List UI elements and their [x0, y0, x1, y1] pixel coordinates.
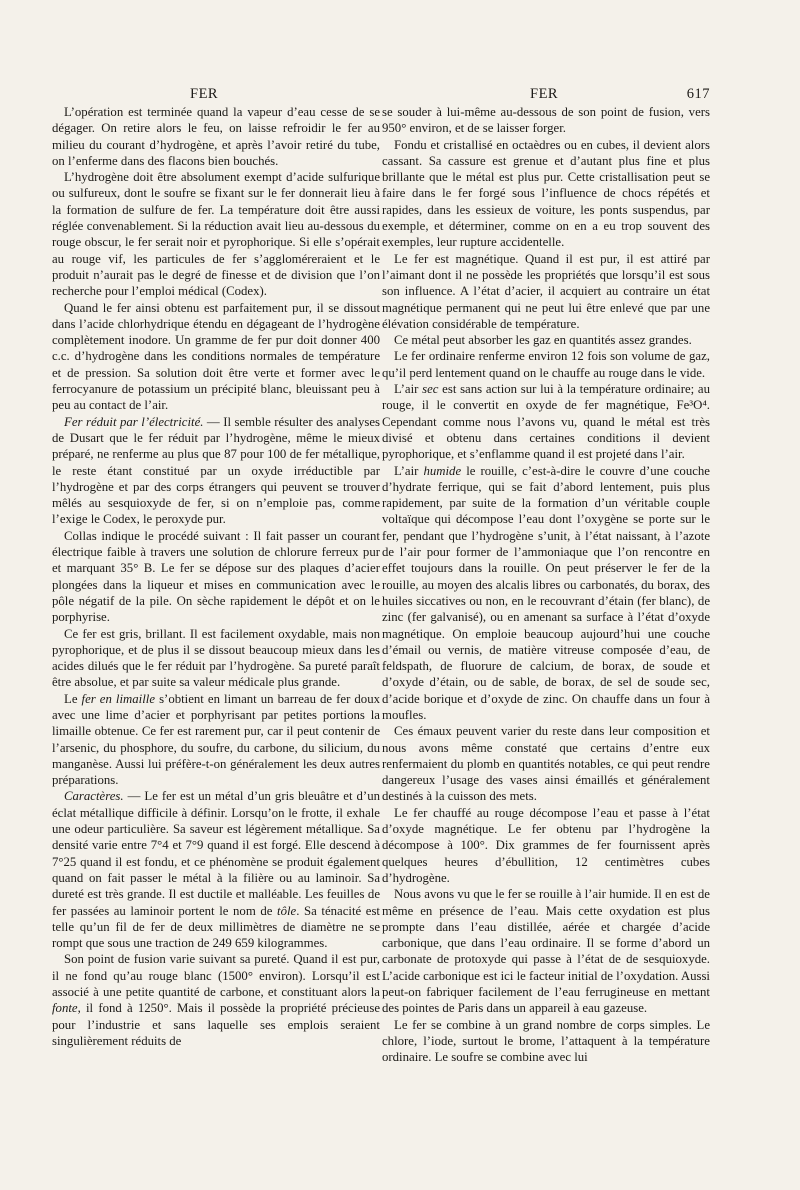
- paragraph-text: — Il semble résulter des analyses de Dusart que le fer réduit par l’hydrogène, même le mieux préparé, ne renferme au plus que 87 pour 100 de fer métallique, le reste étant constitué par un oxyde irréductible par l’hydrogène et par des corps étrangers qui peuvent se trouver mêlés au sesquioxyde de fer, si on n’emploie pas, comme l’exige le Codex, le peroxyde pur.: [52, 414, 381, 527]
- paragraph: L’hydrogène doit être absolument exempt d’acide sulfurique ou sulfureux, dont le soufre se fixant sur le fer donnerait lieu à la formation de sulfure de fer. La température doit être aussi réglée convenablement. Si la réduction avait lieu au-dessous du rouge obscur, le fer serait noir et pyrophorique. Si elle s’opérait au rouge vif, les particules de fer s’aggloméreraient et le produit n’aurait pas le degré de finesse et de division que l’on recherche pour l’emploi médical (Codex).: [52, 170, 380, 299]
- emphasis: fonte: [52, 1001, 78, 1016]
- paragraph-text: , il fond à 1250°. Mais il possède la propriété précieuse pour l’industrie et sans laquelle ses emplois seraient singulièrement réduits de: [52, 1001, 380, 1048]
- paragraph: Le fer ordinaire renferme environ 12 fois son volume de gaz, qu’il perd lentement quand on le chauffe au rouge dans le vide.: [382, 349, 710, 380]
- paragraph: L’opération est terminée quand la vapeur d’eau cesse de se dégager. On retire alors le feu, on laisse refroidir le fer au milieu du courant d’hydrogène, et après l’avoir retiré du tube, on l’enferme dans des flacons bien bouchés.: [52, 105, 380, 168]
- paragraph: [382, 381, 710, 462]
- emphasis: sec: [422, 382, 439, 397]
- paragraph-text: Son point de fusion varie suivant sa pureté. Quand il est pur, il ne fond qu’au rouge blanc (1500° environ). Lorsqu’il est associé à une petite quantité de carbone, et constituant alors la: [52, 952, 380, 1000]
- paragraph-text: L’air: [394, 382, 423, 397]
- paragraph: Le fer est magnétique. Quand il est pur, il est attiré par l’aimant dont il ne possède les propriétés que lorsqu’il est sous son influence. A l’état d’acier, il acquiert au contraire un état magnétique permanent qui ne peut lui être enlevé que par une élévation considérable de température.: [382, 251, 710, 331]
- paragraph-text: L’air: [394, 463, 424, 478]
- emphasis: tôle: [277, 903, 297, 918]
- page-number: 617: [686, 86, 710, 102]
- paragraph: Fondu et cristallisé en octaèdres ou en cubes, il devient alors cassant. Sa cassure est grenue et d’autant plus fine et plus brillante que le métal est plus pur. Cette cristallisation peut se faire dans le fer forgé sous l’influence de chocs répétés et rapides, dans les essieux de voiture, les ponts suspendus, par exemple, et déterminer, comme on en a eu trop souvent des exemples, leur rupture accidentelle.: [382, 137, 710, 250]
- paragraph: [52, 951, 380, 1049]
- running-header: [90, 86, 710, 106]
- paragraph-text: s’obtient en limant un barreau de fer doux avec une lime d’acier et porphyrisant par petites portions la limaille obtenue. Ce fer est rarement pur, car il peut contenir de l’arsenic, du phosphore, du soufre, du carbone, du silicium, du manganèse. Aussi lui préfère-t-on généralement les deux autres préparations.: [52, 691, 380, 788]
- paragraph: Ce fer est gris, brillant. Il est facilement oxydable, mais non pyrophorique, et de plus il se dissout beaucoup mieux dans les acides dilués que le fer réduit par l’hydrogène. Sa pureté paraît être absolue, et par suite sa valeur médicale plus grande.: [52, 626, 380, 690]
- paragraph: Le fer chauffé au rouge décompose l’eau et passe à l’état d’oxyde magnétique. Le fer obtenu par l’hydrogène la décompose à 100°. Dix grammes de fer fournissent après quelques heures d’ébullition, 12 centimètres cubes d’hydrogène.: [382, 805, 710, 885]
- left-column: [52, 104, 380, 1049]
- paragraph-text: Le: [64, 691, 82, 706]
- section-heading: fer en limaille: [81, 691, 156, 706]
- paragraph-text: . Sa ténacité est telle qu’un fil de fer de deux millimètres de diamètre ne se rompt que sous une traction de 249 659 kilogrammes.: [52, 903, 380, 951]
- section-heading: Caractères.: [64, 789, 124, 804]
- section-heading: Fer réduit par l’électricité.: [64, 414, 204, 429]
- paragraph: Ces émaux peuvent varier du reste dans leur composition et nous avons même constaté que certains d’entre eux renfermaient du plomb en quantités notables, ce qui peut rendre dangereux l’usage des vases ainsi émaillés et généralement destinés à la cuisson des mets.: [382, 724, 710, 804]
- paragraph: Collas indique le procédé suivant : Il fait passer un courant électrique faible à travers une solution de chlorure ferreux pur et marquant 35° B. Le fer se dépose sur des plaques d’acier plongées dans la liqueur et mises en communication avec le pôle négatif de la pile. On sèche rapidement le dépôt et on le porphyrise.: [52, 528, 380, 625]
- paragraph-text: est sans action sur lui à la température ordinaire; au rouge, il le convertit en oxyde de fer magnétique, Fe³O⁴. Cependant comme nous l’avons vu, quand le métal est très divisé et obtenu dans certaines conditions il devient pyrophorique, et s’enflamme quand il est projeté dans l’air.: [382, 382, 710, 462]
- paragraph: Nous avons vu que le fer se rouille à l’air humide. Il en est de même en présence de l’eau. Mais cette oxydation est plus prompte dans l’eau distillée, aérée et chargée d’acide carbonique, que dans l’eau ordinaire. Il se forme d’abord un carbonate de protoxyde qui passe à l’état de de sesquioxyde. L’acide carbonique est ici le facteur initial de l’oxydation. Aussi peut-on fabriquer facilement de l’eau ferrugineuse en mettant des pointes de Paris dans un appareil à eau gazeuse.: [382, 887, 710, 1016]
- paragraph: [52, 691, 380, 789]
- paragraph: [52, 414, 380, 528]
- paragraph: Ce métal peut absorber les gaz en quantités assez grandes.: [394, 333, 692, 348]
- paragraph: [382, 463, 710, 724]
- paragraph-text: le rouille, c’est-à-dire le couvre d’une couche d’hydrate ferrique, qui se fait d’abord lentement, puis plus rapidement, par suite de la formation d’un véritable couple voltaïque qui décompose l’eau dont l’oxygène se porte sur le fer, pendant que l’hydrogène s’unit, à l’état naissant, à l’azote de l’air pour former de l’ammoniaque que l’on rencontre en effet toujours dans la rouille. On peut préserver le fer de la rouille, au moyen des alcalis libres ou carbonatés, du borax, des huiles siccatives ou non, en le recouvrant d’étain (fer blanc), de zinc (fer galvanisé), ou en amenant sa surface à l’état d’oxyde magnétique. On emploie beaucoup aujourd’hui une couche d’émail ou vernis, de matière vitreuse composée d’eau, de feldspath, de fluorure de calcium, de borax, de soude et d’oxyde d’étain, ou de sable, de borax, de sel de soude sec, d’acide borique et d’oxyde de zinc. On chauffe dans un four à moufles.: [382, 463, 710, 722]
- paragraph: Le fer se combine à un grand nombre de corps simples. Le chlore, l’iode, surtout le brome, l’attaquent à la température ordinaire. Le soufre se combine avec lui: [382, 1017, 710, 1065]
- paragraph-text: — Le fer est un métal d’un gris bleuâtre et d’un éclat métallique difficile à définir. Lorsqu’on le frotte, il exhale une odeur particulière. Sa saveur est légèrement métallique. Sa densité varie entre 7°4 et 7°9 quand il est forgé. Elle descend à 7°25 quand il est fondu, et ce phénomène se produit également quand on fait passer le métal à la filière ou au laminoir. Sa dureté est très grande. Il est ductile et malléable. Les feuilles de fer passées au laminoir portent le nom de: [52, 789, 380, 918]
- right-running-title: FER: [530, 86, 559, 102]
- left-running-title: FER: [190, 86, 219, 102]
- right-column: [382, 104, 710, 1066]
- paragraph: [52, 788, 380, 951]
- emphasis: humide: [423, 463, 462, 478]
- paragraph: se souder à lui-même au-dessous de son point de fusion, vers 950° environ, et de se laisser forger.: [382, 105, 710, 136]
- paragraph: Quand le fer ainsi obtenu est parfaitement pur, il se dissout dans l’acide chlorhydrique étendu en dégageant de l’hydrogène complètement inodore. Un gramme de fer pur doit donner 400 c.c. d’hydrogène dans les conditions normales de température et de pression. Sa solution doit être verte et former avec le ferrocyanure de potassium un précipité blanc, bleuissant peu à peu au contact de l’air.: [52, 300, 380, 413]
